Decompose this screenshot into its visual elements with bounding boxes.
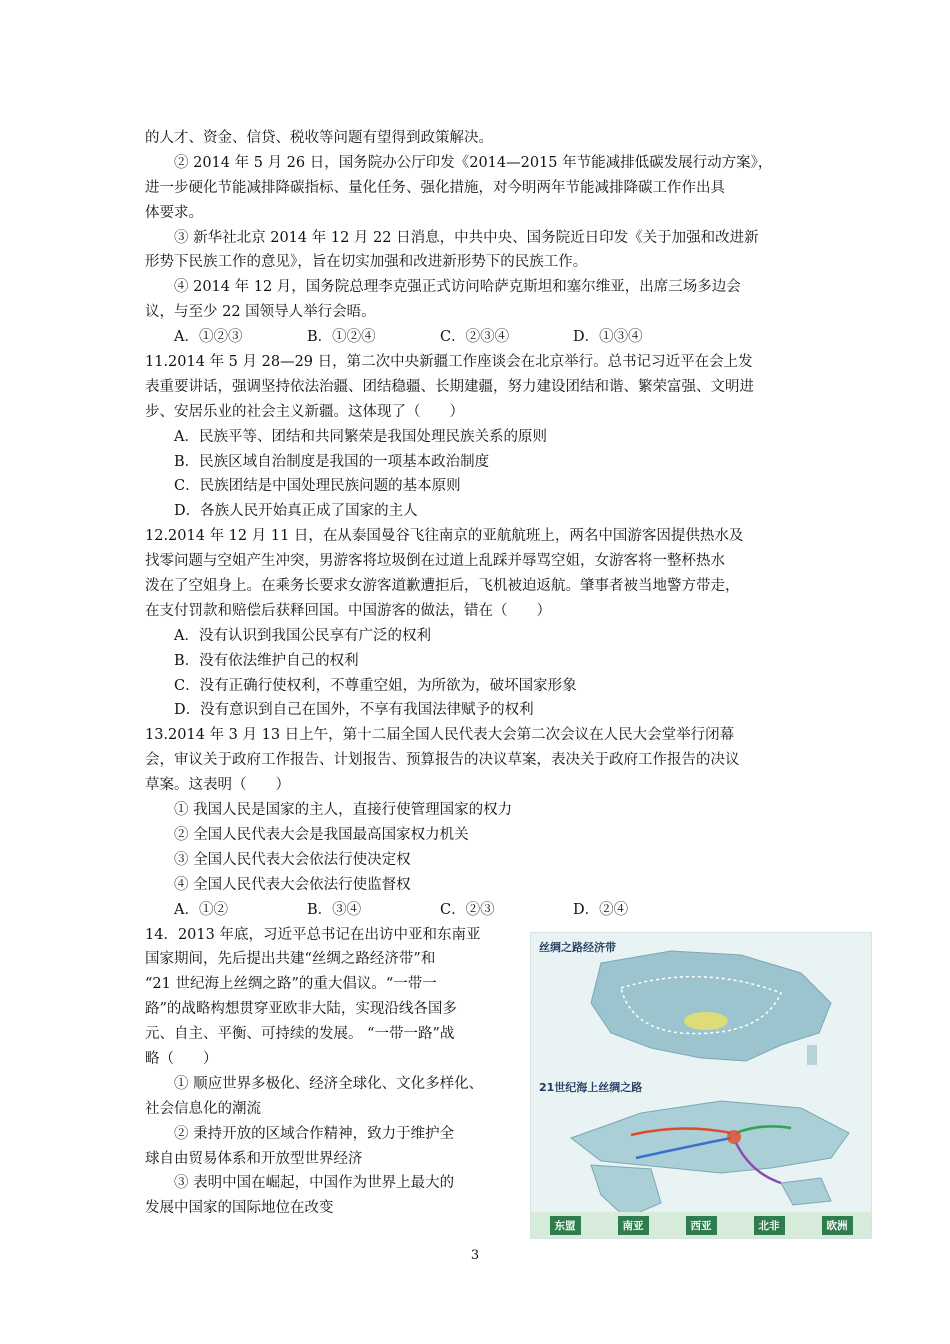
region-label: 北非 — [754, 1216, 785, 1235]
q14-item: ② 秉持开放的区域合作精神，致力于维护全 — [174, 1125, 455, 1142]
q11-option-d: D．各族人民开始真正成了国家的主人 — [174, 503, 418, 520]
text-line: 形势下民族工作的意见》，旨在切实加强和改进新形势下的民族工作。 — [145, 254, 588, 271]
option-b: B．③④ — [307, 901, 362, 918]
option-a: A．①② — [174, 901, 228, 918]
option-c: C．②③ — [440, 901, 495, 918]
belt-road-map-figure — [530, 932, 872, 1239]
q11-stem: 11.2014 年 5 月 28—29 日，第二次中央新疆工作座谈会在北京举行。总书记习近平在会上发 — [145, 354, 753, 371]
text-line: ③ 新华社北京 2014 年 12 月 22 日消息，中共中央、国务院近日印发《关于加强和改进新 — [174, 229, 759, 246]
region-label: 西亚 — [686, 1216, 717, 1235]
page-number: 3 — [470, 1248, 480, 1263]
text-line: 议，与至少 22 国领导人举行会晤。 — [145, 304, 376, 321]
text-line: 进一步硬化节能减排降碳指标、量化任务、强化措施，对今明两年节能减排降碳工作作出具 — [145, 179, 725, 196]
region-label: 南亚 — [618, 1216, 649, 1235]
figure-title-belt: 丝绸之路经济带 — [539, 941, 616, 954]
region-label: 欧洲 — [822, 1216, 853, 1235]
q13-item: ② 全国人民代表大会是我国最高国家权力机关 — [174, 826, 469, 843]
q13-options — [145, 898, 813, 923]
q14-item: 球自由贸易体系和开放型世界经济 — [145, 1150, 363, 1167]
text-line: ② 2014 年 5 月 26 日，国务院办公厅印发《2014—2015 年节能减排低碳发展行动方案》， — [174, 154, 773, 171]
text-line: 的人才、资金、信贷、税收等问题有望得到政策解决。 — [145, 130, 493, 146]
q12-option-d: D．没有意识到自己在国外，不享有我国法律赋予的权利 — [174, 702, 534, 719]
region-labels — [531, 1212, 871, 1238]
q12-stem: 泼在了空姐身上。在乘务长要求女游客道歉遭拒后，飞机被迫返航。肇事者被当地警方带走， — [145, 578, 740, 595]
q13-stem: 13.2014 年 3 月 13 日上午，第十二届全国人民代表大会第二次会议在人民大会堂举行闭幕 — [145, 727, 735, 744]
option-d: D．②④ — [573, 901, 629, 918]
q12-stem: 12.2014 年 12 月 11 日，在从泰国曼谷飞往南京的亚航航班上，两名中国游客因提供热水及 — [145, 528, 744, 545]
q12-option-b: B．没有依法维护自己的权利 — [174, 652, 359, 669]
q14-stem: 路”的战略构想贯穿亚欧非大陆，实现沿线各国多 — [145, 1001, 457, 1018]
q11-option-b: B．民族区域自治制度是我国的一项基本政治制度 — [174, 453, 490, 470]
q14-stem: 国家期间，先后提出共建“丝绸之路经济带”和 — [145, 951, 436, 968]
text-line: 体要求。 — [145, 204, 203, 221]
figure-title-maritime: 21世纪海上丝绸之路 — [539, 1081, 643, 1094]
q13-stem: 草案。这表明（ ） — [145, 777, 290, 794]
q14-stem: 14．2013 年底，习近平总书记在出访中亚和东南亚 — [145, 926, 481, 943]
option-d: D．①③④ — [573, 329, 643, 346]
q10-options — [145, 325, 813, 350]
option-b: B．①②④ — [307, 329, 376, 346]
q13-stem: 会，审议关于政府工作报告、计划报告、预算报告的决议草案，表决关于政府工作报告的决议 — [145, 752, 740, 769]
q11-stem: 表重要讲话，强调坚持依法治疆、团结稳疆、长期建疆，努力建设团结和谐、繁荣富强、文明进 — [145, 378, 754, 395]
q11-stem: 步、安居乐业的社会主义新疆。这体现了（ ） — [145, 403, 464, 420]
q14-stem: “21 世纪海上丝绸之路”的重大倡议。“一带一 — [145, 976, 437, 993]
region-label: 东盟 — [550, 1216, 581, 1235]
q14-item: 社会信息化的潮流 — [145, 1100, 261, 1117]
q14-stem: 元、自主、平衡、可持续的发展。 “一带一路”战 — [145, 1026, 455, 1043]
q13-item: ① 我国人民是国家的主人，直接行使管理国家的权力 — [174, 802, 513, 819]
option-c: C．②③④ — [440, 329, 510, 346]
q14-stem: 略（ ） — [145, 1050, 218, 1067]
text-line: ④ 2014 年 12 月，国务院总理李克强正式访问哈萨克斯坦和塞尔维亚，出席三场多边会 — [174, 279, 741, 296]
q12-stem: 在支付罚款和赔偿后获释回国。中国游客的做法，错在（ ） — [145, 602, 551, 619]
q14-item: ③ 表明中国在崛起，中国作为世界上最大的 — [174, 1175, 455, 1192]
option-a: A．①②③ — [174, 329, 243, 346]
q14-block — [145, 923, 525, 1222]
q12-option-a: A．没有认识到我国公民享有广泛的权利 — [174, 627, 431, 644]
q13-item: ④ 全国人民代表大会依法行使监督权 — [174, 876, 411, 893]
q12-option-c: C．没有正确行使权利，不尊重空姐，为所欲为，破坏国家形象 — [174, 677, 577, 694]
q12-stem: 找零问题与空姐产生冲突，男游客将垃圾倒在过道上乱踩并辱骂空姐，女游客将一整杯热水 — [145, 553, 725, 570]
q13-item: ③ 全国人民代表大会依法行使决定权 — [174, 851, 411, 868]
q11-option-c: C．民族团结是中国处理民族问题的基本原则 — [174, 478, 461, 495]
q14-item: ① 顺应世界多极化、经济全球化、文化多样化、 — [174, 1075, 484, 1092]
q14-item: 发展中国家的国际地位在改变 — [145, 1200, 334, 1217]
q11-option-a: A．民族平等、团结和共同繁荣是我国处理民族关系的原则 — [174, 428, 547, 445]
